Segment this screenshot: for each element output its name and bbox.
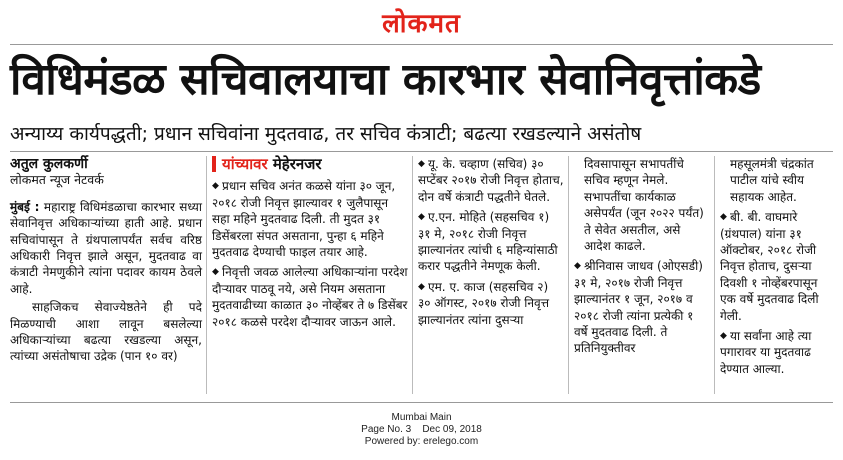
masthead-logo: लोकमत [382,9,461,39]
edition-label: Mumbai Main [391,412,452,423]
list-item: ◆ प्रधान सचिव अनंत कळसे यांना ३० जून, २०१८ रोजी निवृत्त झाल्यावर १ जुलैपासून सहा महिने मुदतवाढ दिली. ती मुदत ३१ डिसेंबरला संपत असताना, पुन्हा ६ महिने मुदतवाढ देण्याची फाइल तयार आहे. [212,179,396,260]
continued-text: महसूलमंत्री चंद्रकांत पाटील यांचे स्वीय सहायक आहेत. [730,157,814,204]
body-paragraph-2: साहजिकच सेवाज्येष्ठतेने ही पदे मिळण्याची आशा लावून बसलेल्या अधिकाऱ्यांच्या बढत्या रखडल्या असून, त्यांच्या असंतोषाचा उद्रेक (पान १० वर) [10,300,202,364]
byline-org: लोकमत न्यूज नेटवर्क [10,172,104,188]
top-rule [10,44,833,45]
diamond-bullet-icon: ◆ [212,181,219,192]
body-paragraph-1: महाराष्ट्र विधिमंडळाचा कारभार सध्या सेवानिवृत्त अधिकाऱ्यांच्या हाती आहे. प्रधान सचिवांपासून ते ग्रंथपालापर्यंत सर्वच वरिष्ठ अधिकारी निवृत्त झाले असून, मुदतवाढ वा कंत्राटी नेमणुकीने त्यांना पदावर कायम ठेवले आहे. [10,199,202,296]
column-divider [568,156,569,394]
body-paragraph [10,199,202,297]
column-divider [714,156,715,394]
powered-by: Powered by: erelego.com [364,436,479,447]
diamond-bullet-icon: ◆ [418,281,425,292]
diamond-bullet-icon: ◆ [418,212,425,223]
page-number: Page No. 3 [361,424,412,435]
diamond-bullet-icon: ◆ [720,212,727,223]
page-footer [0,412,843,448]
continued-text: दिवसापासून सभापतींचे सचिव म्हणून नेमले. सभापतींचा कार्यकाळ असेपर्यंत (जून २०२२ पर्यंत) ते सेवेत असतील, असे आदेश काढले. [584,157,704,254]
subheadline: अन्याय्य कार्यपद्धती; प्रधान सचिवांना मुदतवाढ, तर सचिव कंत्राटी; बढत्या रखडल्याने असंतोष [10,123,642,145]
column-divider [206,156,207,394]
list-item: ◆ श्रीनिवास जाधव (ओएसडी) ३१ मे, २०१७ रोजी निवृत्त झाल्यानंतर १ जून, २०१७ व २०१८ रोजी त्यांना प्रत्येकी १ वर्षे मुदतवाढ दिली. ते प्रतिनियुक्तीवर [574,259,703,356]
bottom-rule [10,402,833,403]
diamond-bullet-icon: ◆ [418,159,425,169]
box-title-red: यांच्यावर [222,155,268,173]
sub-rule [10,151,833,152]
box-title [212,156,322,172]
list-item: ◆ ए.एन. मोहिते (सहसचिव १) ३१ मे, २०१८ रोजी निवृत्त झाल्यानंतर त्यांची ६ महिन्यांसाठी करार पद्धतीने नेमणूक केली. [418,210,558,274]
list-item: ◆ निवृत्ती जवळ आलेल्या अधिकाऱ्यांना परदेश दौऱ्यावर पाठवू नये, असे नियम असताना मुदतवाढीच्या काळात ३० नोव्हेंबर ते ७ डिसेंबर २०१८ कळसे परदेश दौऱ्यावर जाऊन आले. [212,265,408,329]
list-item: ◆ बी. बी. वाघमारे (ग्रंथपाल) यांना ३१ ऑक्टोबर, २०१८ रोजी निवृत्त होताच, दुसऱ्या दिवशी १ नोव्हेंबरपासून एक वर्षे मुदतवाढ दिली गेली. [720,210,819,323]
byline-name: अतुल कुलकर्णी [10,156,88,172]
diamond-bullet-icon: ◆ [212,267,219,278]
article-column [10,156,202,365]
sidebar-box-col-4 [720,156,836,381]
diamond-bullet-icon: ◆ [720,331,727,342]
publish-date: Dec 09, 2018 [422,424,482,435]
box-title-black: मेहेरनजर [272,155,322,173]
sidebar-box-col-1 [212,156,408,334]
sidebar-box-col-3 [574,156,710,361]
list-item: ◆ यू. के. चव्हाण (सचिव) ३० सप्टेंबर २०१७ रोजी निवृत्त होताच, दोन वर्षे कंत्राटी पद्धतीने घेतले. [418,157,564,204]
column-divider [412,156,413,394]
page-info [0,424,843,436]
diamond-bullet-icon: ◆ [574,261,581,272]
headline: विधिमंडळ सचिवालयाचा कारभार सेवानिवृत्तांकडे [10,54,761,105]
dateline: मुंबई : [10,199,40,214]
sidebar-box-col-2 [418,156,564,332]
list-item: ◆ एम. ए. काज (सहसचिव २) ३० ऑगस्ट, २०१७ रोजी निवृत्त झाल्यानंतर त्यांना दुसऱ्या [418,279,550,327]
list-item: ◆ या सर्वांना आहे त्या पगारावर या मुदतवाढ देण्यात आल्या. [720,329,812,376]
